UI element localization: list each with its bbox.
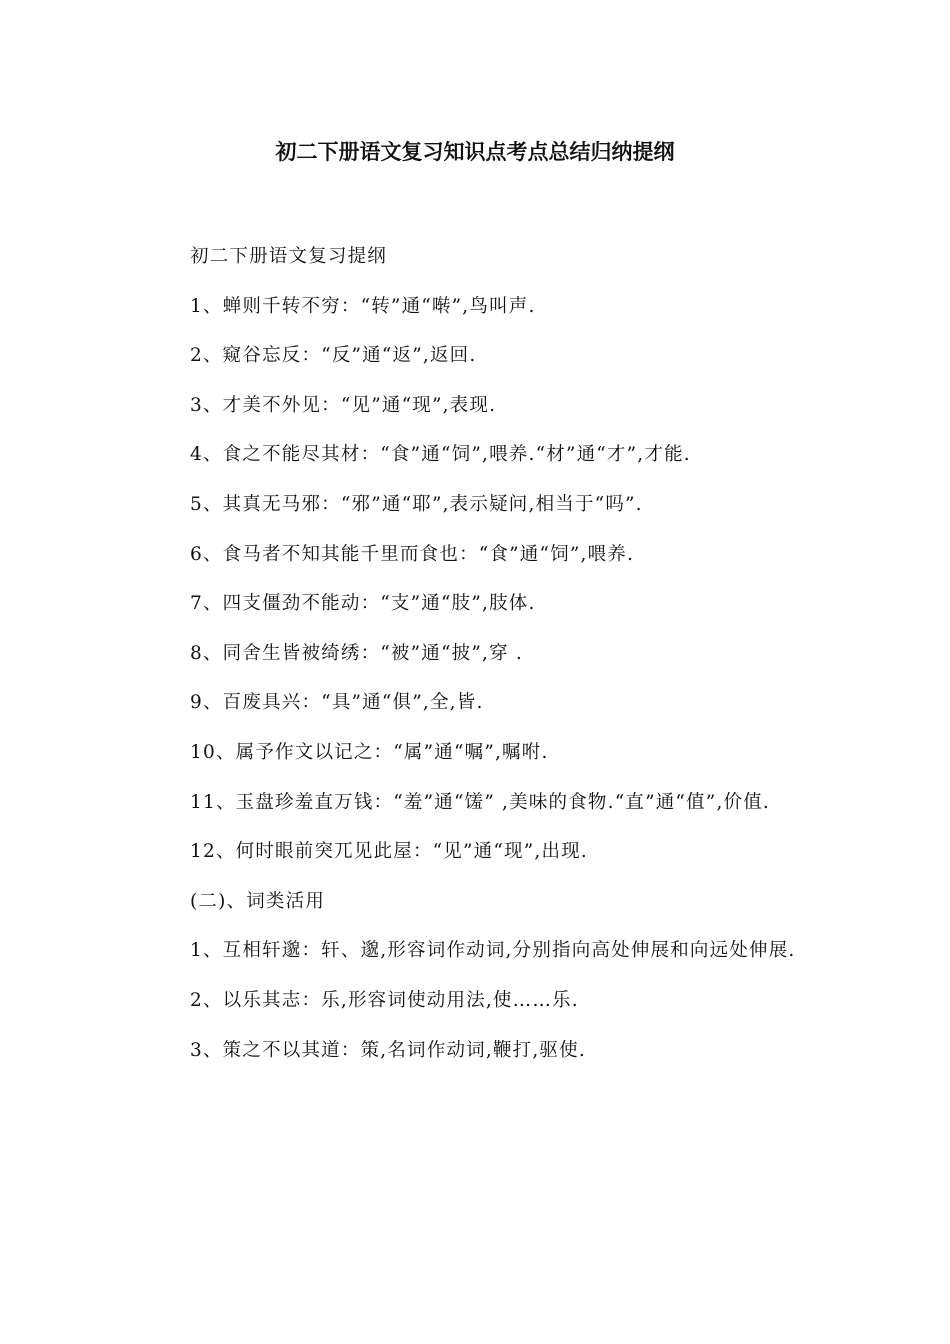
document-body [146,232,812,1075]
paragraph: 12、何时眼前突兀见此屋：“见”通“现”,出现. [190,841,588,863]
paragraph: 8、同舍生皆被绮绣：“被”通“披”,穿 . [190,642,523,664]
paragraph: 3、策之不以其道：策,名词作动词,鞭打,驱使. [190,1039,586,1061]
paragraph: 1、蝉则千转不穷：“转”通“啭”,鸟叫声. [190,295,536,317]
paragraph: 1、互相轩邈：轩、邈,形容词作动词,分别指向高处伸展和向远处伸展. [190,940,796,962]
paragraph: 10、属予作文以记之：“属”通“嘱”,嘱咐. [190,741,549,763]
paragraph: 7、四支僵劲不能动：“支”通“肢”,肢体. [190,593,536,615]
paragraph: 11、玉盘珍羞直万钱：“羞”通“馐” ,美味的食物.“直”通“值”,价值. [190,791,771,813]
section-heading: 初二下册语文复习提纲 [190,246,388,267]
document-title: 初二下册语文复习知识点考点总结归纳提纲 [275,140,675,164]
paragraph: 5、其真无马邪：“邪”通“耶”,表示疑问,相当于“吗”. [190,493,643,515]
paragraph: 6、食马者不知其能千里而食也：“食”通“饲”,喂养. [190,543,635,565]
paragraph: 2、窥谷忘反：“反”通“返”,返回. [190,345,477,367]
paragraph: 2、以乐其志：乐,形容词使动用法,使……乐. [190,989,579,1011]
paragraph: 9、百废具兴：“具”通“俱”,全,皆. [190,692,484,714]
paragraph: 3、才美不外见：“见”通“现”,表现. [190,394,497,416]
section-heading: (二)、词类活用 [190,890,326,912]
paragraph: 4、食之不能尽其材：“食”通“饲”,喂养.“材”通“才”,才能. [190,444,691,466]
